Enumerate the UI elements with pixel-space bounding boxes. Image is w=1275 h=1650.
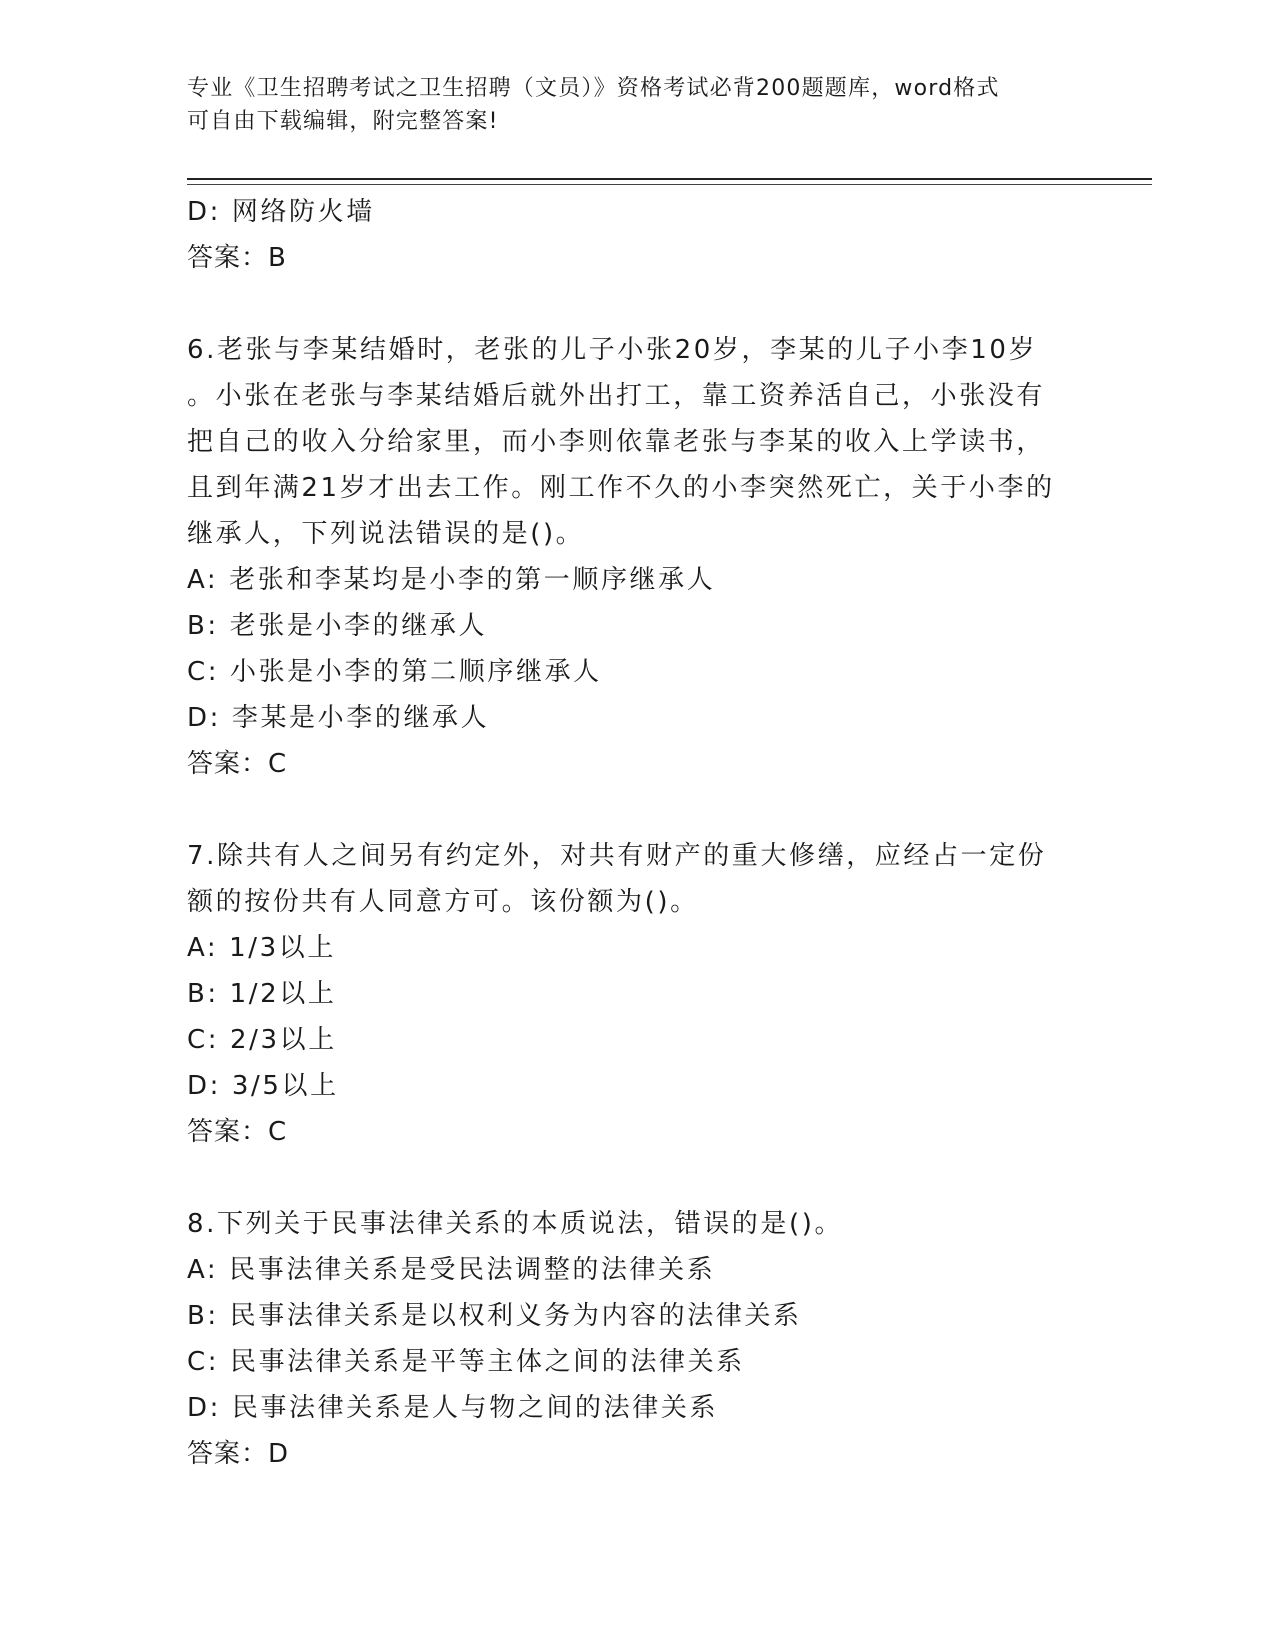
option-b: B: 1/2以上	[187, 979, 337, 1009]
answer-line: 答案：B	[187, 243, 287, 273]
option-c: C: 民事法律关系是平等主体之间的法律关系	[187, 1347, 745, 1377]
answer-line: 答案：C	[187, 749, 288, 779]
option-a: A: 民事法律关系是受民法调整的法律关系	[187, 1255, 716, 1285]
option-c: C: 2/3以上	[187, 1025, 337, 1055]
option-c: C: 小张是小李的第二顺序继承人	[187, 657, 602, 687]
option-b: B: 民事法律关系是以权利义务为内容的法律关系	[187, 1301, 802, 1331]
question-text-line: 7.除共有人之间另有约定外，对共有财产的重大修缮，应经占一定份	[187, 841, 1047, 871]
option-b: B: 老张是小李的继承人	[187, 611, 488, 641]
spacer	[187, 787, 1087, 833]
spacer	[187, 281, 1087, 327]
question-text-line: 额的按份共有人同意方可。该份额为()。	[187, 887, 699, 917]
document-header	[187, 72, 1067, 138]
question-list	[187, 189, 1087, 1477]
question-text-line: 把自己的收入分给家里，而小李则依靠老张与李某的收入上学读书，	[187, 427, 1046, 457]
answer-line: 答案：C	[187, 1117, 288, 1147]
header-line-1: 专业《卫生招聘考试之卫生招聘（文员）》资格考试必背200题题库，word格式	[187, 76, 1000, 101]
question-text-line: 。小张在老张与李某结婚后就外出打工，靠工资养活自己，小张没有	[187, 381, 1046, 411]
question-text-line: 6.老张与李某结婚时，老张的儿子小张20岁，李某的儿子小李10岁	[187, 335, 1038, 365]
question-5-tail	[187, 189, 1087, 281]
option-d: D: 民事法律关系是人与物之间的法律关系	[187, 1393, 719, 1423]
question-text-line: 8.下列关于民事法律关系的本质说法，错误的是()。	[187, 1209, 844, 1239]
header-rule-thin	[187, 184, 1152, 185]
answer-line: 答案：D	[187, 1439, 290, 1469]
spacer	[187, 1155, 1087, 1201]
option-d: D: 3/5以上	[187, 1071, 339, 1101]
question-6	[187, 327, 1087, 787]
option-a: A: 1/3以上	[187, 933, 336, 963]
header-line-2: 可自由下载编辑，附完整答案!	[187, 109, 499, 134]
question-text-line: 且到年满21岁才出去工作。刚工作不久的小李突然死亡，关于小李的	[187, 473, 1055, 503]
option-a: A: 老张和李某均是小李的第一顺序继承人	[187, 565, 716, 595]
option-d: D: 李某是小李的继承人	[187, 703, 490, 733]
header-rule-thick	[187, 178, 1152, 180]
question-7	[187, 833, 1087, 1155]
question-8	[187, 1201, 1087, 1477]
option-d: D: 网络防火墙	[187, 197, 375, 227]
question-text-line: 继承人，下列说法错误的是()。	[187, 519, 585, 549]
